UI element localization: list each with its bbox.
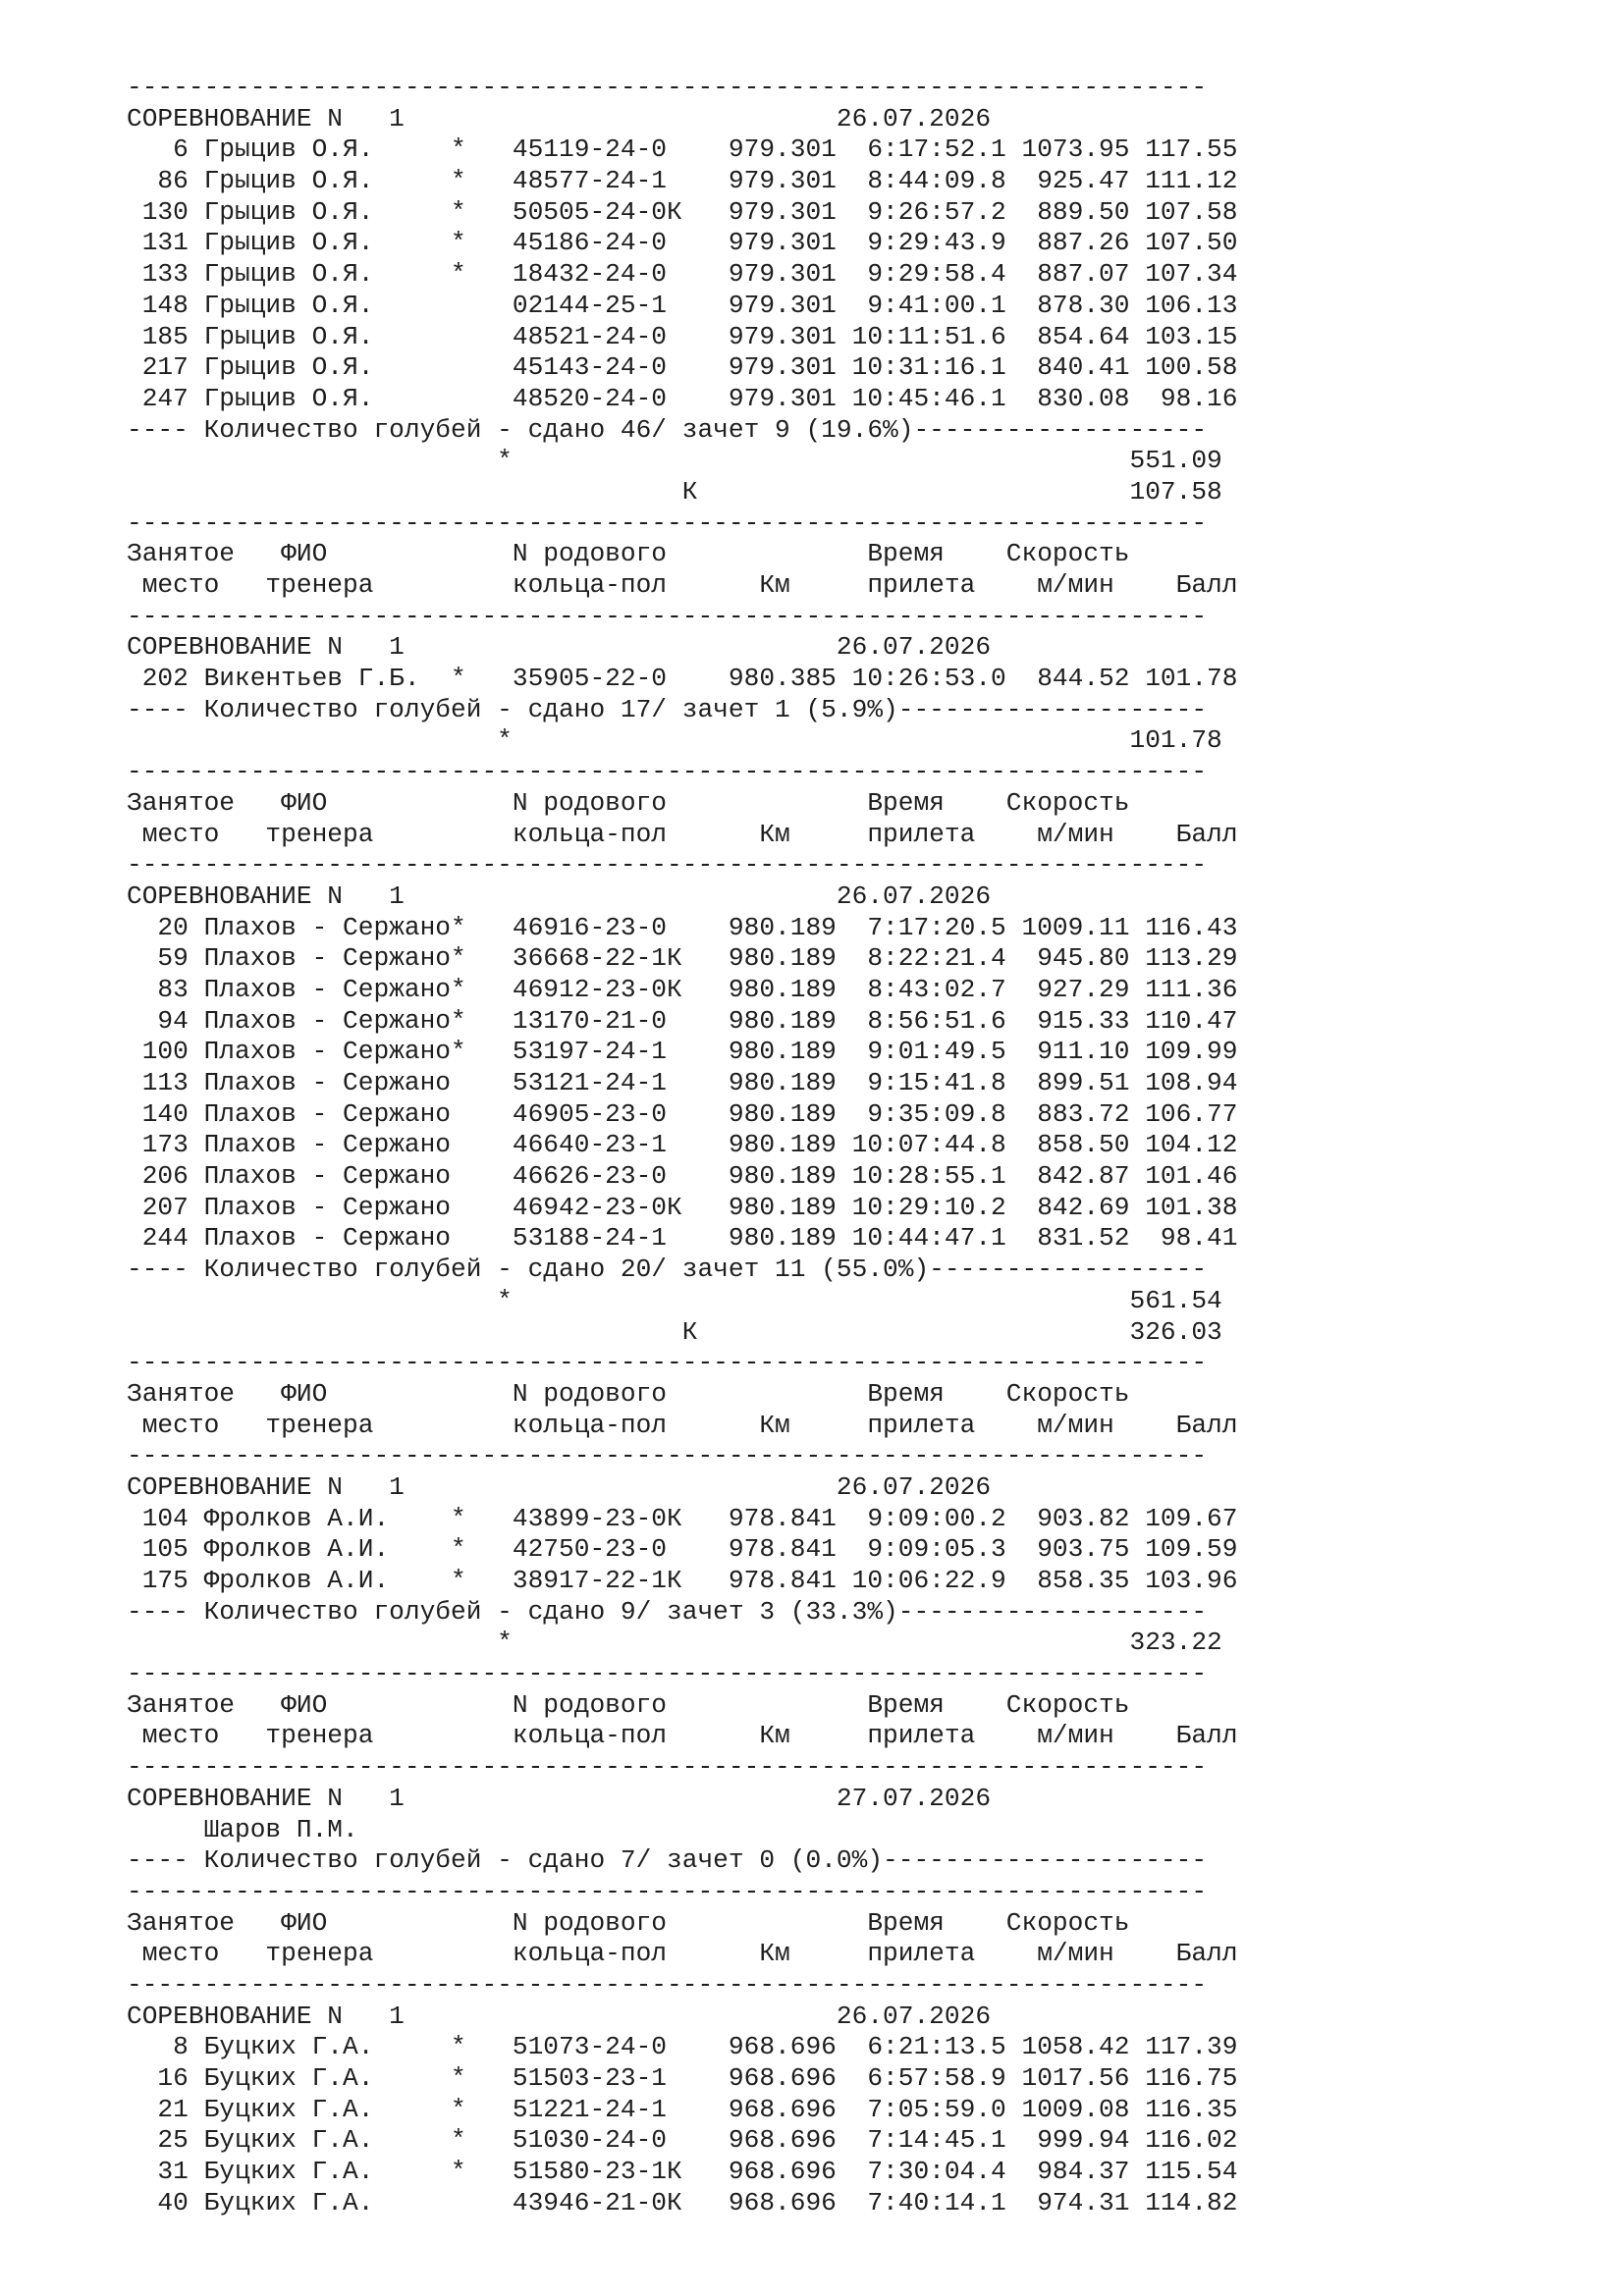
result-row: 83 Плахов - Сержано* 46912-23-0К 980.189 8:43:02.7 927.29 111.36 xyxy=(127,974,1238,1004)
result-row: 173 Плахов - Сержано 46640-23-1 980.189 10:07:44.8 858.50 104.12 xyxy=(127,1130,1238,1160)
result-row: 6 Грыцив О.Я. * 45119-24-0 979.301 6:17:52.1 1073.95 117.55 xyxy=(127,134,1238,165)
competition-header: СОРЕВНОВАНИЕ N 1 26.07.2026 xyxy=(127,881,992,911)
column-header: место тренера кольца-пол Км прилета м/мин Балл xyxy=(127,1410,1238,1440)
report-line: Шаров П.М. xyxy=(127,1814,358,1844)
column-header: Занятое ФИО N родового Время Скорость xyxy=(127,539,1130,569)
result-row: 94 Плахов - Сержано* 13170-21-0 980.189 8:56:51.6 915.33 110.47 xyxy=(127,1005,1238,1036)
summary-line: ---- Количество голубей - сдано 17/ зачет 1 (5.9%)-------------------- xyxy=(127,694,1208,724)
points-total-line: * 551.09 xyxy=(127,446,1222,476)
separator-line: ---------------------------------------------------------------------- xyxy=(127,1876,1208,1906)
separator-line: ---------------------------------------------------------------------- xyxy=(127,1969,1208,2000)
separator-line: ---------------------------------------------------------------------- xyxy=(127,1752,1208,1783)
summary-line: ---- Количество голубей - сдано 46/ зачет 9 (19.6%)------------------- xyxy=(127,414,1208,445)
result-row: 59 Плахов - Сержано* 36668-22-1К 980.189 8:22:21.4 945.80 113.29 xyxy=(127,943,1238,974)
points-total-line: К 326.03 xyxy=(127,1316,1222,1347)
column-header: Занятое ФИО N родового Время Скорость xyxy=(127,787,1130,818)
result-row: 175 Фролков А.И. * 38917-22-1К 978.841 10:06:22.9 858.35 103.96 xyxy=(127,1566,1238,1595)
competition-header: СОРЕВНОВАНИЕ N 1 26.07.2026 xyxy=(127,632,992,663)
result-row: 25 Буцких Г.А. * 51030-24-0 968.696 7:14:45.1 999.94 116.02 xyxy=(127,2125,1238,2156)
summary-line: ---- Количество голубей - сдано 9/ зачет 3 (33.3%)-------------------- xyxy=(127,1596,1208,1627)
result-row: 133 Грыцив О.Я. * 18432-24-0 979.301 9:29:58.4 887.07 107.34 xyxy=(127,259,1238,290)
result-row: 40 Буцких Г.А. 43946-21-0К 968.696 7:40:14.1 974.31 114.82 xyxy=(127,2187,1238,2217)
result-row: 21 Буцких Г.А. * 51221-24-1 968.696 7:05:59.0 1009.08 116.35 xyxy=(127,2094,1238,2124)
result-row: 206 Плахов - Сержано 46626-23-0 980.189 10:28:55.1 842.87 101.46 xyxy=(127,1161,1238,1192)
column-header: Занятое ФИО N родового Время Скорость xyxy=(127,1907,1130,1938)
separator-line: ---------------------------------------------------------------------- xyxy=(127,1348,1208,1378)
column-header: Занятое ФИО N родового Время Скорость xyxy=(127,1689,1130,1720)
result-row: 207 Плахов - Сержано 46942-23-0К 980.189 10:29:10.2 842.69 101.38 xyxy=(127,1192,1238,1222)
result-row: 104 Фролков А.И. * 43899-23-0К 978.841 9:09:00.2 903.82 109.67 xyxy=(127,1503,1238,1533)
result-row: 185 Грыцив О.Я. 48521-24-0 979.301 10:11:51.6 854.64 103.15 xyxy=(127,321,1238,351)
result-row: 202 Викентьев Г.Б. * 35905-22-0 980.385 10:26:53.0 844.52 101.78 xyxy=(127,664,1238,694)
result-row: 105 Фролков А.И. * 42750-23-0 978.841 9:09:05.3 903.75 109.59 xyxy=(127,1534,1238,1565)
result-row: 16 Буцких Г.А. * 51503-23-1 968.696 6:57:58.9 1017.56 116.75 xyxy=(127,2063,1238,2093)
competition-results-report xyxy=(127,73,1237,2218)
result-row: 140 Плахов - Сержано 46905-23-0 980.189 9:35:09.8 883.72 106.77 xyxy=(127,1098,1238,1129)
result-row: 131 Грыцив О.Я. * 45186-24-0 979.301 9:29:43.9 887.26 107.50 xyxy=(127,228,1238,258)
points-total-line: * 101.78 xyxy=(127,725,1222,756)
summary-line: ---- Количество голубей - сдано 7/ зачет 0 (0.0%)--------------------- xyxy=(127,1845,1208,1876)
result-row: 247 Грыцив О.Я. 48520-24-0 979.301 10:45:46.1 830.08 98.16 xyxy=(127,383,1238,413)
separator-line: ---------------------------------------------------------------------- xyxy=(127,507,1208,538)
points-total-line: * 323.22 xyxy=(127,1628,1222,1658)
result-row: 20 Плахов - Сержано* 46916-23-0 980.189 7:17:20.5 1009.11 116.43 xyxy=(127,912,1238,942)
summary-line: ---- Количество голубей - сдано 20/ зачет 11 (55.0%)------------------ xyxy=(127,1255,1208,1285)
column-header: место тренера кольца-пол Км прилета м/мин Балл xyxy=(127,1721,1238,1751)
points-total-line: К 107.58 xyxy=(127,476,1222,507)
column-header: место тренера кольца-пол Км прилета м/мин Балл xyxy=(127,819,1238,849)
result-row: 31 Буцких Г.А. * 51580-23-1К 968.696 7:30:04.4 984.37 115.54 xyxy=(127,2157,1238,2187)
result-row: 8 Буцких Г.А. * 51073-24-0 968.696 6:21:13.5 1058.42 117.39 xyxy=(127,2032,1238,2062)
separator-line: ---------------------------------------------------------------------- xyxy=(127,1441,1208,1471)
separator-line: ---------------------------------------------------------------------- xyxy=(127,73,1208,102)
column-header: Занятое ФИО N родового Время Скорость xyxy=(127,1378,1130,1409)
separator-line: ---------------------------------------------------------------------- xyxy=(127,850,1208,881)
competition-header: СОРЕВНОВАНИЕ N 1 26.07.2026 xyxy=(127,1471,992,1502)
points-total-line: * 561.54 xyxy=(127,1285,1222,1315)
column-header: место тренера кольца-пол Км прилета м/мин Балл xyxy=(127,1939,1238,1969)
result-row: 130 Грыцив О.Я. * 50505-24-0К 979.301 9:26:57.2 889.50 107.58 xyxy=(127,196,1238,227)
result-row: 244 Плахов - Сержано 53188-24-1 980.189 10:44:47.1 831.52 98.41 xyxy=(127,1223,1238,1254)
result-row: 148 Грыцив О.Я. 02144-25-1 979.301 9:41:00.1 878.30 106.13 xyxy=(127,290,1238,320)
competition-header: СОРЕВНОВАНИЕ N 1 26.07.2026 xyxy=(127,2001,992,2031)
result-row: 113 Плахов - Сержано 53121-24-1 980.189 9:15:41.8 899.51 108.94 xyxy=(127,1068,1238,1097)
column-header: место тренера кольца-пол Км прилета м/мин Балл xyxy=(127,570,1238,600)
result-row: 100 Плахов - Сержано* 53197-24-1 980.189 9:01:49.5 911.10 109.99 xyxy=(127,1037,1238,1067)
separator-line: ---------------------------------------------------------------------- xyxy=(127,601,1208,631)
separator-line: ---------------------------------------------------------------------- xyxy=(127,757,1208,787)
result-row: 86 Грыцив О.Я. * 48577-24-1 979.301 8:44:09.8 925.47 111.12 xyxy=(127,166,1238,196)
competition-header: СОРЕВНОВАНИЕ N 1 26.07.2026 xyxy=(127,103,992,133)
result-row: 217 Грыцив О.Я. 45143-24-0 979.301 10:31:16.1 840.41 100.58 xyxy=(127,352,1238,383)
separator-line: ---------------------------------------------------------------------- xyxy=(127,1659,1208,1689)
competition-header: СОРЕВНОВАНИЕ N 1 27.07.2026 xyxy=(127,1783,992,1813)
